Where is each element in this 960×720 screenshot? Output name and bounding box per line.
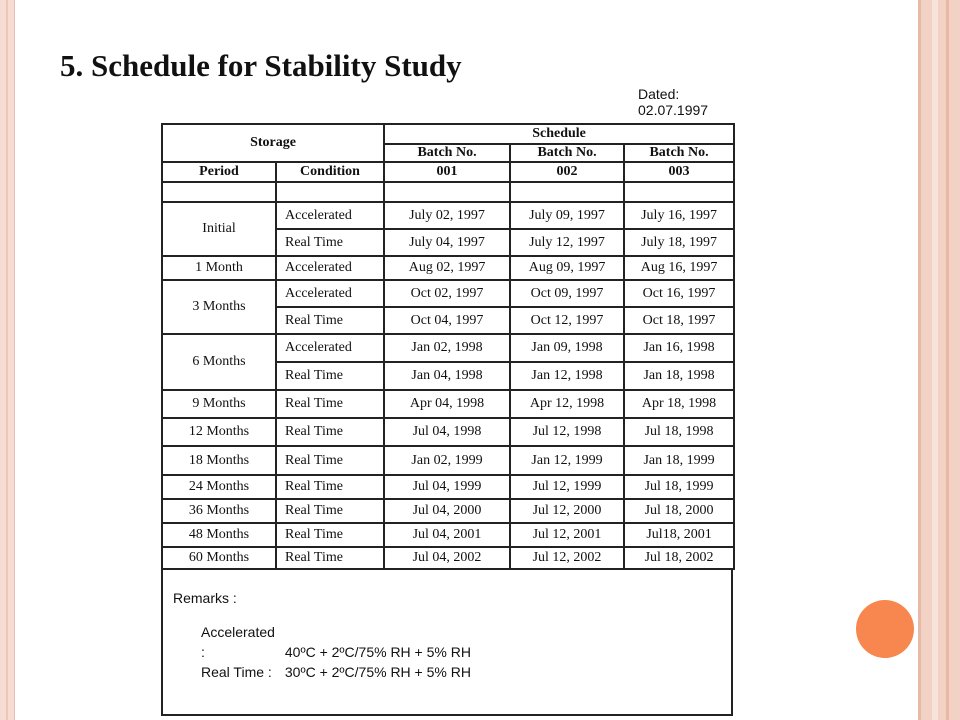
decorative-orange-circle — [856, 600, 914, 658]
date-cell: Apr 12, 1998 — [510, 390, 624, 418]
empty-cell — [162, 182, 276, 202]
date-cell: Jul 04, 2002 — [384, 547, 510, 569]
date-cell: Jul 04, 1999 — [384, 475, 510, 499]
slide-right-border-stripe — [946, 0, 949, 720]
date-cell: Jan 09, 1998 — [510, 334, 624, 362]
date-cell: Jul 04, 1998 — [384, 418, 510, 446]
date-cell: Jul 12, 1999 — [510, 475, 624, 499]
date-cell: Oct 02, 1997 — [384, 280, 510, 307]
header-storage: Storage — [162, 124, 384, 162]
slide-right-border — [918, 0, 960, 720]
condition-cell: Real Time — [276, 446, 384, 475]
date-cell: Oct 04, 1997 — [384, 307, 510, 334]
empty-cell — [624, 182, 734, 202]
slide-right-border-stripe — [932, 0, 938, 720]
date-cell: July 12, 1997 — [510, 229, 624, 256]
condition-cell: Real Time — [276, 307, 384, 334]
header-batch-001: 001 — [384, 162, 510, 182]
period-cell: 60 Months — [162, 547, 276, 569]
date-cell: Apr 04, 1998 — [384, 390, 510, 418]
period-cell: 36 Months — [162, 499, 276, 523]
header-batch-002: 002 — [510, 162, 624, 182]
header-batch-label: Batch No. — [384, 144, 510, 162]
header-condition: Condition — [276, 162, 384, 182]
date-cell: Jul 12, 2002 — [510, 547, 624, 569]
condition-cell: Real Time — [276, 523, 384, 547]
period-cell: 1 Month — [162, 256, 276, 280]
condition-cell: Real Time — [276, 499, 384, 523]
remarks-box — [161, 570, 733, 716]
date-cell: Aug 16, 1997 — [624, 256, 734, 280]
remarks-heading: Remarks : — [173, 590, 237, 606]
date-cell: July 16, 1997 — [624, 202, 734, 229]
remark-label: Accelerated : — [201, 624, 275, 660]
condition-cell: Real Time — [276, 418, 384, 446]
date-cell: Jan 18, 1999 — [624, 446, 734, 475]
date-cell: Jan 04, 1998 — [384, 362, 510, 390]
condition-cell: Real Time — [276, 362, 384, 390]
period-cell: 48 Months — [162, 523, 276, 547]
date-cell: Oct 16, 1997 — [624, 280, 734, 307]
slide-left-border-stripe — [6, 0, 8, 720]
date-cell: July 02, 1997 — [384, 202, 510, 229]
date-cell: Jul 18, 1998 — [624, 418, 734, 446]
header-schedule: Schedule — [384, 124, 734, 144]
date-cell: Jul 12, 2001 — [510, 523, 624, 547]
condition-cell: Real Time — [276, 475, 384, 499]
dated-label: Dated: — [638, 86, 680, 102]
table-row — [162, 418, 734, 446]
condition-cell: Accelerated — [276, 334, 384, 362]
date-cell: July 04, 1997 — [384, 229, 510, 256]
period-cell: 9 Months — [162, 390, 276, 418]
condition-cell: Accelerated — [276, 202, 384, 229]
date-cell: July 09, 1997 — [510, 202, 624, 229]
table-row — [162, 280, 734, 307]
date-cell: July 18, 1997 — [624, 229, 734, 256]
period-cell: 18 Months — [162, 446, 276, 475]
table-row — [162, 202, 734, 229]
remark-real-time — [201, 662, 721, 682]
date-cell: Jul 18, 2000 — [624, 499, 734, 523]
dated-stamp — [638, 86, 708, 118]
remark-label: Real Time : — [201, 664, 272, 680]
date-cell: Aug 02, 1997 — [384, 256, 510, 280]
date-cell: Jul 18, 2002 — [624, 547, 734, 569]
header-batch-label: Batch No. — [510, 144, 624, 162]
stability-schedule-document — [161, 123, 733, 716]
date-cell: Jul 04, 2000 — [384, 499, 510, 523]
date-cell: Jul 18, 1999 — [624, 475, 734, 499]
date-cell: Jul18, 2001 — [624, 523, 734, 547]
schedule-body — [162, 182, 734, 569]
period-cell: 12 Months — [162, 418, 276, 446]
table-row — [162, 334, 734, 362]
date-cell: Oct 09, 1997 — [510, 280, 624, 307]
table-row — [162, 446, 734, 475]
dated-value: 02.07.1997 — [638, 102, 709, 118]
date-cell: Jul 12, 2000 — [510, 499, 624, 523]
date-cell: Jan 02, 1998 — [384, 334, 510, 362]
date-cell: Jul 04, 2001 — [384, 523, 510, 547]
date-cell: Apr 18, 1998 — [624, 390, 734, 418]
slide-left-border — [0, 0, 15, 720]
slide-right-border-stripe — [918, 0, 921, 720]
date-cell: Jul 12, 1998 — [510, 418, 624, 446]
schedule-table — [161, 123, 735, 570]
table-row — [162, 499, 734, 523]
date-cell: Oct 18, 1997 — [624, 307, 734, 334]
condition-cell: Accelerated — [276, 256, 384, 280]
condition-cell: Real Time — [276, 547, 384, 569]
period-cell: 6 Months — [162, 334, 276, 390]
remark-accelerated — [201, 622, 721, 662]
header-batch-003: 003 — [624, 162, 734, 182]
date-cell: Jan 02, 1999 — [384, 446, 510, 475]
header-period: Period — [162, 162, 276, 182]
table-row — [162, 523, 734, 547]
table-row — [162, 390, 734, 418]
spacer-row — [162, 182, 734, 202]
table-row — [162, 547, 734, 569]
condition-cell: Accelerated — [276, 280, 384, 307]
period-cell: 3 Months — [162, 280, 276, 334]
table-row — [162, 475, 734, 499]
condition-cell: Real Time — [276, 390, 384, 418]
empty-cell — [510, 182, 624, 202]
date-cell: Jan 12, 1999 — [510, 446, 624, 475]
date-cell: Jan 18, 1998 — [624, 362, 734, 390]
date-cell: Jan 16, 1998 — [624, 334, 734, 362]
date-cell: Jan 12, 1998 — [510, 362, 624, 390]
period-cell: Initial — [162, 202, 276, 256]
remark-text: 30ºC + 2ºC/75% RH + 5% RH — [284, 664, 471, 680]
date-cell: Oct 12, 1997 — [510, 307, 624, 334]
slide-title: 5. Schedule for Stability Study — [60, 48, 462, 83]
condition-cell: Real Time — [276, 229, 384, 256]
empty-cell — [276, 182, 384, 202]
date-cell: Aug 09, 1997 — [510, 256, 624, 280]
empty-cell — [384, 182, 510, 202]
header-batch-label: Batch No. — [624, 144, 734, 162]
period-cell: 24 Months — [162, 475, 276, 499]
remark-text: 40ºC + 2ºC/75% RH + 5% RH — [284, 644, 471, 660]
table-row — [162, 256, 734, 280]
